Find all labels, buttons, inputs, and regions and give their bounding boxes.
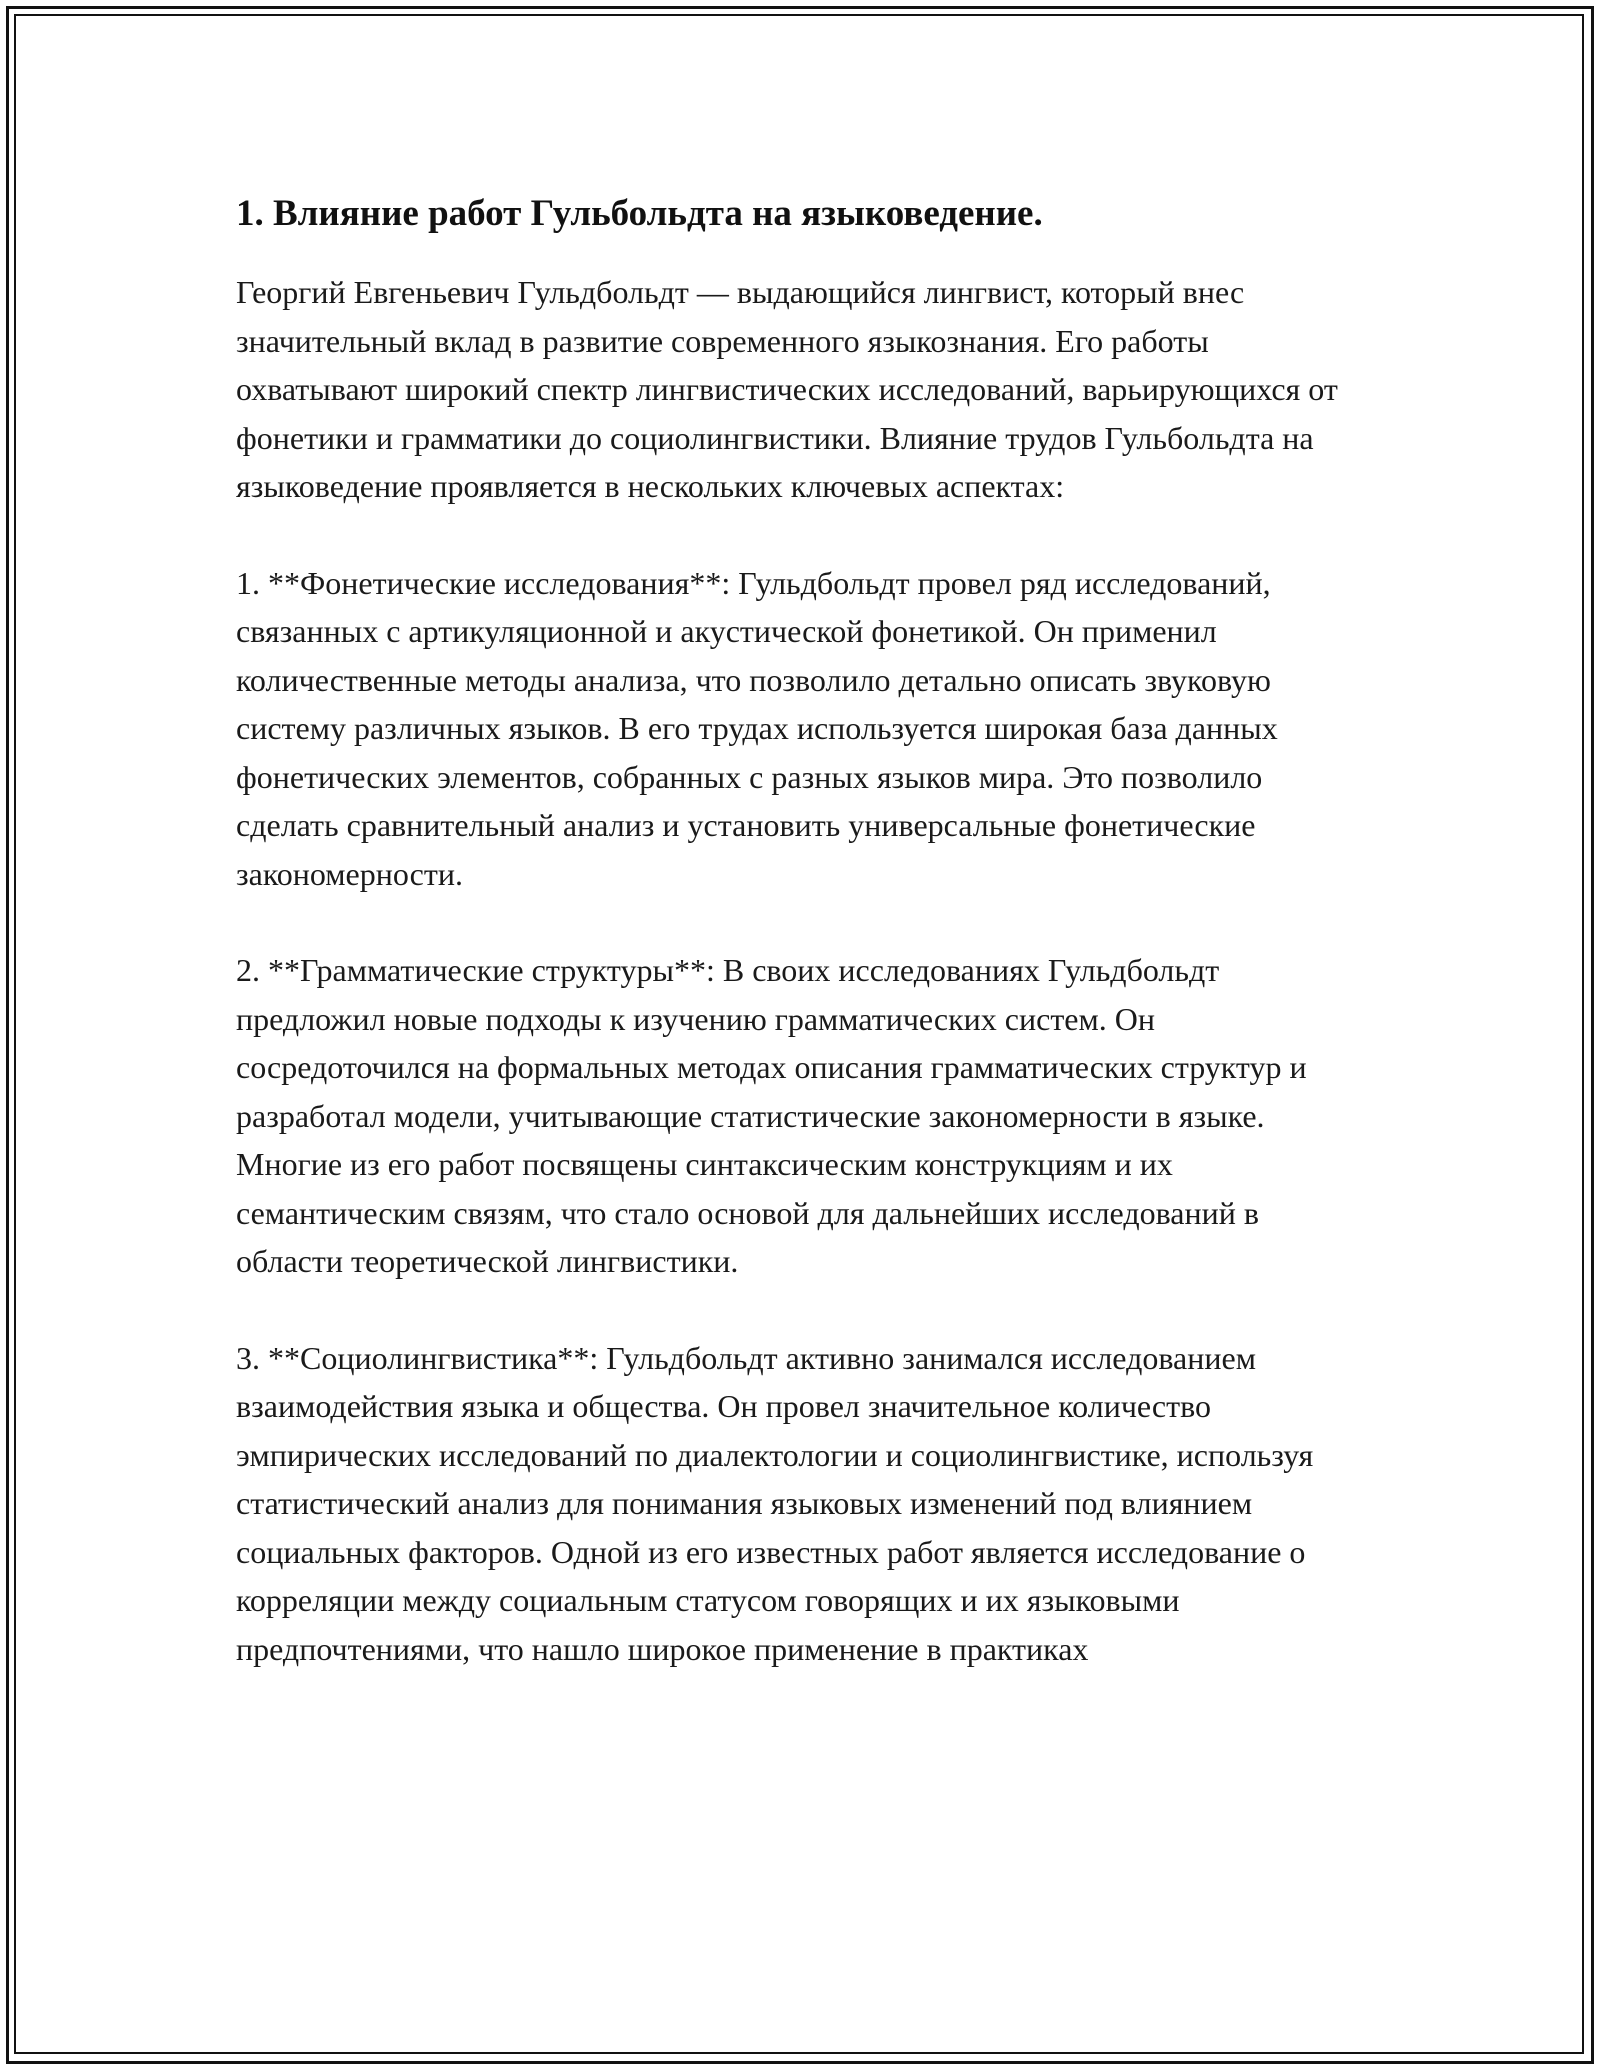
sociolinguistics-paragraph: 3. **Социолингвистика**: Гульдбольдт активно занимался исследованием взаимодействия языка и общества. Он провел значительное количество эмпирических исследований по диалектологии и социолингвистике, используя статистический анализ для понимания языковых изменений под влиянием социальных факторов. Одной из его известных работ является исследование о корреляции между социальным статусом говорящих и их языковыми предпочтениями, что нашло широкое применение в практиках xyxy=(236,1339,1314,1667)
intro-paragraph: Георгий Евгеньевич Гульдбольдт — выдающийся лингвист, который внес значительный вклад в развитие современного языкознания. Его работы охватывают широкий спектр лингвистических исследований, варьирующихся от фонетики и грамматики до социолингвистики. Влияние трудов Гульбольдта на языковедение проявляется в нескольких ключевых аспектах: xyxy=(236,274,1338,504)
document-page xyxy=(236,186,1366,1673)
grammar-paragraph: 2. **Грамматические структуры**: В своих исследованиях Гульдбольдт предложил новые подходы к изучению грамматических систем. Он сосредоточился на формальных методах описания грамматических структур и разработал модели, учитывающие статистические закономерности в языке. Многие из его работ посвящены синтаксическим конструкциям и их семантическим связям, что стало основой для дальнейших исследований в области теоретической лингвистики. xyxy=(236,952,1307,1279)
section-heading: 1. Влияние работ Гульбольдта на языковедение. xyxy=(236,193,1043,234)
phonetics-paragraph: 1. **Фонетические исследования**: Гульдбольдт провел ряд исследований, связанных с артикуляционной и акустической фонетикой. Он применил количественные методы анализа, что позволило детально описать звуковую систему различных языков. В его трудах используется широкая база данных фонетических элементов, собранных с разных языков мира. Это позволило сделать сравнительный анализ и установить универсальные фонетические закономерности. xyxy=(236,564,1278,892)
